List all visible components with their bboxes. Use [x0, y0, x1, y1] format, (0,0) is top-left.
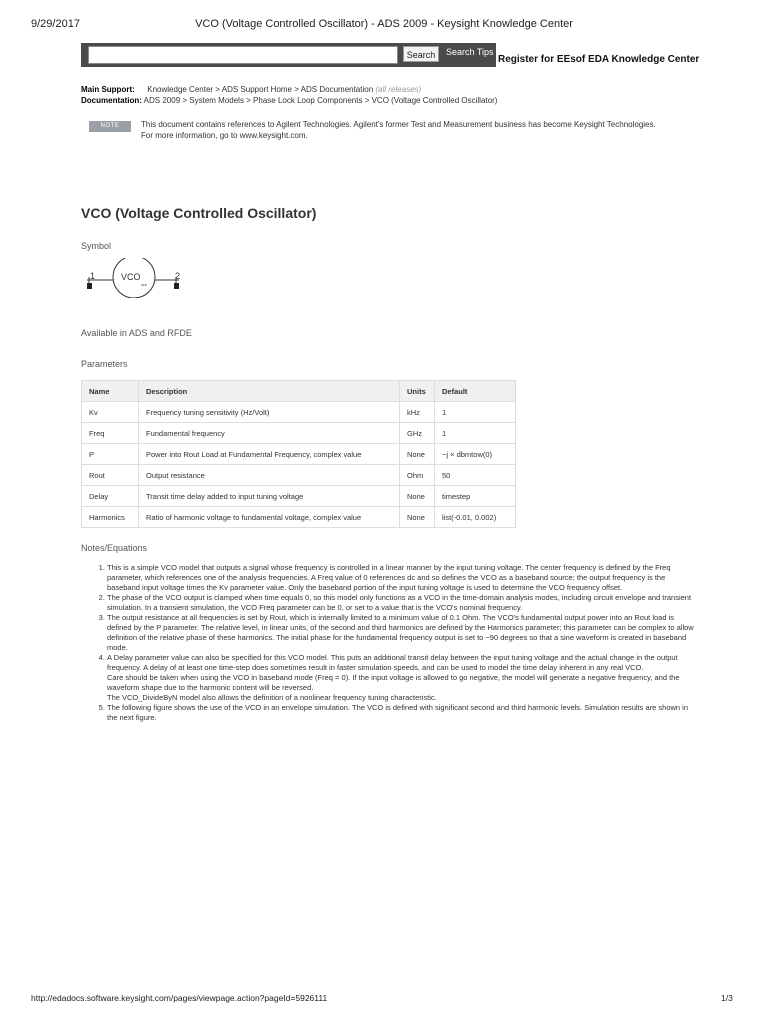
cell-name: Rout — [82, 465, 139, 486]
pin2-label: 2 — [175, 271, 181, 281]
note4-main: A Delay parameter value can also be specified for this VCO model. This puts an additional transit delay between the input tuning voltage and the actual change in the output frequency. A delay of at least one time-step does sometimes result in faster simulation speeds, and can be used to model the time delay inherent in any real VCO. — [107, 653, 678, 672]
table-row — [82, 402, 516, 423]
cell-name: Kv — [82, 402, 139, 423]
cell-default: 1 — [435, 423, 516, 444]
search-bar — [81, 43, 496, 67]
breadcrumb-main-path[interactable]: Knowledge Center > ADS Support Home > ADS Documentation — [147, 85, 374, 94]
print-date: 9/29/2017 — [31, 18, 80, 30]
search-button[interactable]: Search — [403, 46, 439, 62]
list-item: 5. The following figure shows the use of the VCO in an envelope simulation. The VCO is defined with significant second and third harmonic levels. Simulation results are shown in the next figure. — [107, 703, 699, 723]
list-item: 3. The output resistance at all frequencies is set by Rout, which is internally limited to a minimum value of 0.1 Ohm. The VCO's fundamental output power into an Rout load is defined by the P parameter. The relative level, in linear units, of the second and third harmonics are defined by the Harmonics parameter; this parameter can be complex to allow definition of the relative phase of these harmonics. The initial phase for the fundamental frequency output is set to −90 degrees so that a sine waveform is created in baseband mode. — [107, 613, 699, 653]
cell-description: Frequency tuning sensitivity (Hz/Volt) — [139, 402, 400, 423]
list-item — [107, 653, 699, 703]
table-header-row — [82, 381, 516, 402]
cell-units: None — [400, 444, 435, 465]
cell-default: −j × dbmtow(0) — [435, 444, 516, 465]
table-row — [82, 486, 516, 507]
cell-default: list(-0.01, 0.002) — [435, 507, 516, 528]
col-units: Units — [400, 381, 435, 402]
print-title: VCO (Voltage Controlled Oscillator) - ADS 2009 - Keysight Knowledge Center — [195, 18, 573, 30]
cell-description: Power into Rout Load at Fundamental Frequency, complex value — [139, 444, 400, 465]
footer-url: http://edadocs.software.keysight.com/pages/viewpage.action?pageId=5926111 — [31, 993, 328, 1003]
cell-description: Ratio of harmonic voltage to fundamental voltage, complex value — [139, 507, 400, 528]
notes-heading: Notes/Equations — [81, 543, 148, 553]
cell-description: Fundamental frequency — [139, 423, 400, 444]
table-row — [82, 444, 516, 465]
breadcrumb-main — [81, 85, 421, 94]
cell-name: P — [82, 444, 139, 465]
cell-description: Output resistance — [139, 465, 400, 486]
pin1-label: 1 — [90, 271, 96, 281]
breadcrumb-doc — [81, 96, 497, 105]
parameters-heading: Parameters — [81, 359, 128, 369]
page-title: VCO (Voltage Controlled Oscillator) — [81, 205, 317, 221]
parameters-table — [81, 380, 516, 528]
footer-page-number: 1/3 — [721, 993, 733, 1003]
search-input[interactable] — [88, 46, 398, 64]
col-name: Name — [82, 381, 139, 402]
cell-name: Delay — [82, 486, 139, 507]
table-row — [82, 465, 516, 486]
search-tips-link[interactable]: Search Tips — [446, 47, 494, 57]
col-description: Description — [139, 381, 400, 402]
breadcrumb-main-note[interactable]: (all releases) — [375, 85, 422, 94]
cell-units: kHz — [400, 402, 435, 423]
cell-units: GHz — [400, 423, 435, 444]
vco-label: VCO — [121, 272, 141, 282]
availability-text: Available in ADS and RFDE — [81, 328, 192, 338]
breadcrumb-doc-label: Documentation: — [81, 96, 142, 105]
register-link[interactable]: Register for EEsof EDA Knowledge Center — [498, 54, 700, 65]
cell-default: 1 — [435, 402, 516, 423]
cell-default: timestep — [435, 486, 516, 507]
cell-name: Freq — [82, 423, 139, 444]
symbol-heading: Symbol — [81, 241, 112, 251]
vco-symbol — [81, 258, 191, 298]
list-item: 1. This is a simple VCO model that outputs a signal whose frequency is controlled in a linear manner by the input tuning voltage. The center frequency is defined by the Freq parameter, which references one of the analysis frequencies. A Freq value of 0 references dc and so defines the VCO as a baseband source; the output frequency is the baseband input voltage times the Kv parameter value. Only the baseband portion of the input tuning voltage is used to determine the VCO frequency offset. — [107, 563, 699, 593]
notes-list — [95, 563, 699, 723]
breadcrumb-doc-path[interactable]: ADS 2009 > System Models > Phase Lock Loop Components > VCO (Voltage Controlled Oscillator) — [143, 96, 498, 105]
note4-care: Care should be taken when using the VCO in baseband mode (Freq = 0). If the input voltage is allowed to go negative, the model will generate a negative frequency, and the waveform shape due to the harmonic content will be reversed. — [107, 673, 680, 692]
note-text: This document contains references to Agilent Technologies. Agilent's former Test and Measurement business has become Keysight Technologies. For more information, go to www.keysight.com. — [141, 120, 656, 140]
list-item: 2. The phase of the VCO output is clamped when time equals 0, so this model only functions as a VCO in the time-domain analysis modes, including circuit envelope and transient simulation. In a transient simulation, the VCO Freq parameter can be 0, or set to a value that is the VCO's nominal frequency. — [107, 593, 699, 613]
cell-units: None — [400, 486, 435, 507]
vco-sublabel: out — [141, 282, 147, 287]
table-row — [82, 423, 516, 444]
note-badge: NOTE — [89, 121, 131, 132]
note4-dividebyn: The VCO_DivideByN model also allows the definition of a nonlinear frequency tuning characteristic. — [107, 693, 437, 702]
table-row — [82, 507, 516, 528]
col-default: Default — [435, 381, 516, 402]
cell-name: Harmonics — [82, 507, 139, 528]
cell-description: Transit time delay added to input tuning voltage — [139, 486, 400, 507]
cell-default: 50 — [435, 465, 516, 486]
cell-units: None — [400, 507, 435, 528]
cell-units: Ohm — [400, 465, 435, 486]
breadcrumb-main-label: Main Support: — [81, 85, 135, 94]
